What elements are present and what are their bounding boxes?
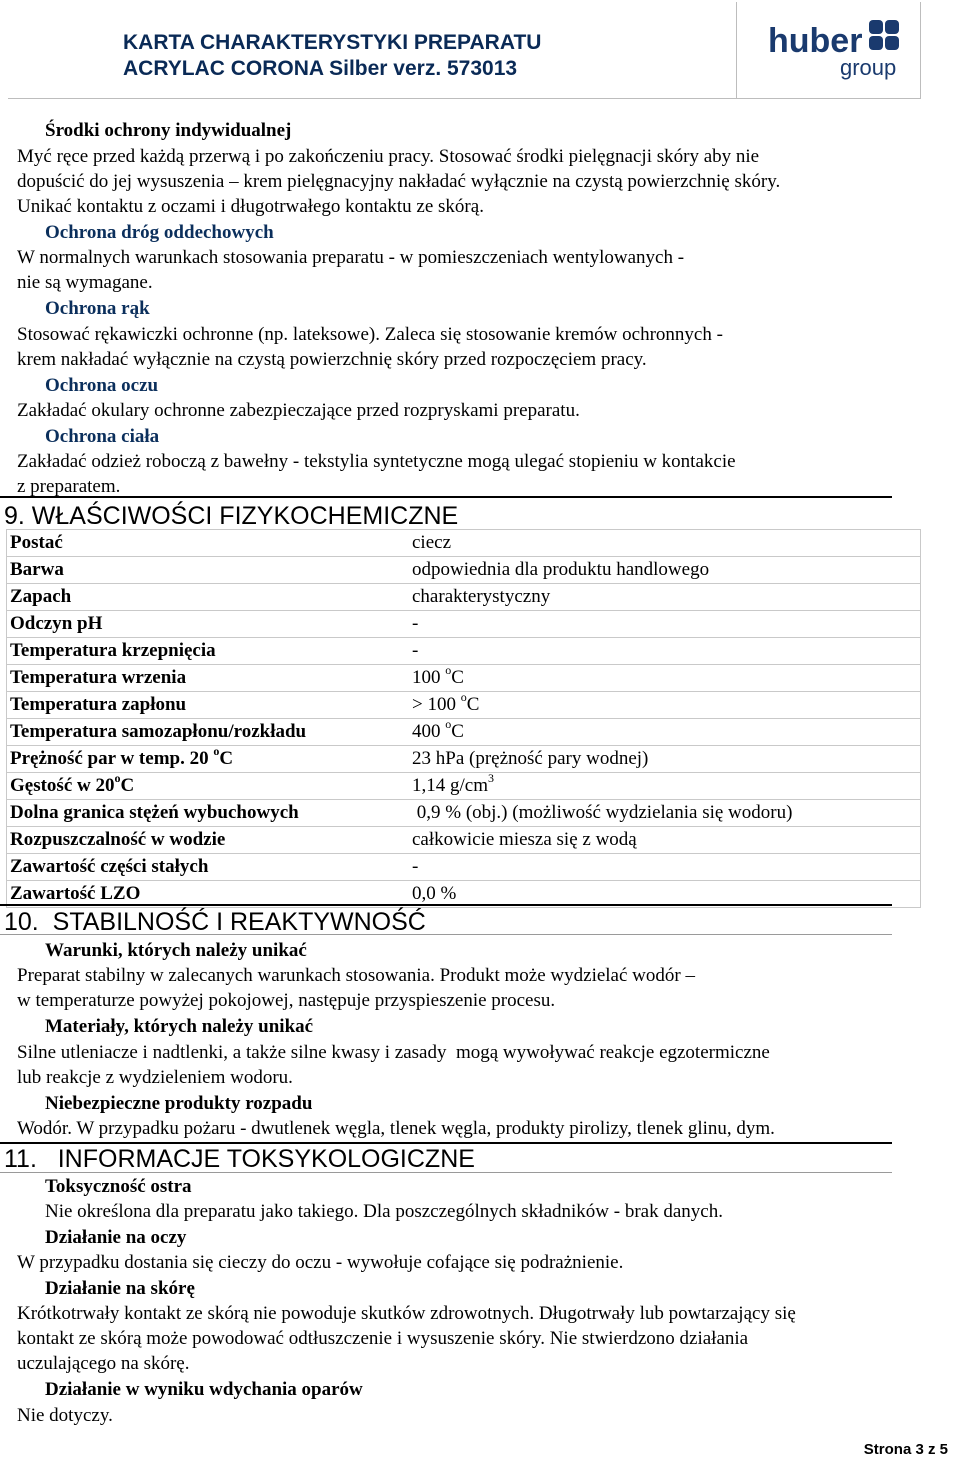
prop-value: [402, 665, 921, 692]
prop-key: Barwa: [7, 557, 403, 584]
prop-key: Zapach: [7, 584, 403, 611]
table-row: [7, 530, 921, 557]
prop-key: Temperatura wrzenia: [7, 665, 403, 692]
prop-value: 0,9 % (obj.) (możliwość wydzielania się wodoru): [402, 800, 921, 827]
prop-value: [402, 773, 921, 800]
key-text: Prężność par w temp. 20: [10, 748, 214, 769]
header-title-box: [8, 2, 737, 99]
section-11-title-text: 11. INFORMACJE TOKSYKOLOGICZNE: [4, 1145, 475, 1173]
prop-key: Temperatura krzepnięcia: [7, 638, 403, 665]
skin-effects-line-2: kontakt ze skórą może powodować odtłuszczenie i wysuszenie skóry. Nie stwierdzono działania: [17, 1328, 749, 1349]
prop-value: charakterystyczny: [402, 584, 921, 611]
table-row: [7, 827, 921, 854]
heading-skin-effects: Działanie na skórę: [45, 1278, 195, 1299]
table-row: [7, 557, 921, 584]
heading-eye-effects: Działanie na oczy: [45, 1227, 187, 1248]
degree-sup: o: [445, 717, 452, 731]
document-header: [8, 2, 920, 98]
section-10-title-text: 10. STABILNOŚĆ I REAKTYWNOŚĆ: [4, 908, 426, 936]
unit-text: C: [451, 667, 464, 688]
heading-respiratory: Ochrona dróg oddechowych: [45, 222, 274, 243]
table-row: [7, 611, 921, 638]
logo-graphic: [736, 2, 920, 98]
prop-value: [402, 719, 921, 746]
prop-value: 0,0 %: [402, 881, 921, 908]
materials-line-2: lub reakcje z wydzieleniem wodoru.: [17, 1067, 293, 1088]
eye-effects-line-1: W przypadku dostania się cieczy do oczu - wywołuje cofające się podrażnienie.: [17, 1252, 624, 1273]
protection-line-2: dopuścić do jej wysuszenia – krem pielęgnacyjny nakładać wyłącznie na czystą powierzchnię skóry.: [17, 171, 781, 192]
table-row: [7, 773, 921, 800]
logo-text-main: huber: [768, 22, 863, 60]
unit-text: C: [219, 748, 234, 769]
section-10-title: [0, 904, 892, 935]
prop-value: -: [402, 611, 921, 638]
inhalation-line-1: Nie dotyczy.: [17, 1405, 113, 1426]
table-row: [7, 719, 921, 746]
protection-line-1: Myć ręce przed każdą przerwą i po zakończeniu pracy. Stosować środki pielęgnacji skóry aby nie: [17, 146, 760, 167]
conditions-line-1: Preparat stabilny w zalecanych warunkach stosowania. Produkt może wydzielać wodór –: [17, 965, 695, 986]
table-row: [7, 665, 921, 692]
prop-key: Postać: [7, 530, 403, 557]
prop-value: [402, 692, 921, 719]
prop-key: [7, 773, 403, 800]
hands-line-1: Stosować rękawiczki ochronne (np. lateksowe). Zaleca się stosowanie kremów ochronnych -: [17, 324, 723, 345]
page-number: Strona 3 z 5: [863, 1441, 948, 1458]
value-text: 400: [412, 721, 446, 742]
prop-key: Zawartość części stałych: [7, 854, 403, 881]
eyes-line-1: Zakładać okulary ochronne zabezpieczające przed rozpryskami preparatu.: [17, 400, 580, 421]
table-row: [7, 746, 921, 773]
prop-key: Temperatura samozapłonu/rozkładu: [7, 719, 403, 746]
body-line-1: Zakładać odzież roboczą z bawełny - tekstylia syntetyczne mogą ulegać stopieniu w kontakcie: [17, 451, 736, 472]
prop-value: 23 hPa (prężność pary wodnej): [402, 746, 921, 773]
prop-value: -: [402, 854, 921, 881]
unit-text: C: [451, 721, 464, 742]
degree-sup: o: [445, 663, 452, 677]
prop-key: Temperatura zapłonu: [7, 692, 403, 719]
heading-personal-protection: Środki ochrony indywidualnej: [45, 120, 292, 141]
table-row: [7, 800, 921, 827]
heading-inhalation: Działanie w wyniku wdychania oparów: [45, 1379, 363, 1400]
section-9-title-text: 9. WŁAŚCIWOŚCI FIZYKOCHEMICZNE: [4, 502, 459, 530]
value-text: 100: [412, 667, 446, 688]
document-title: KARTA CHARAKTERYSTYKI PREPARATU: [123, 31, 542, 54]
prop-key: Zawartość LZO: [7, 881, 403, 908]
table-row: [7, 692, 921, 719]
heading-materials-to-avoid: Materiały, których należy unikać: [45, 1016, 314, 1037]
prop-key: Odczyn pH: [7, 611, 403, 638]
protection-line-3: Unikać kontaktu z oczami i długotrwałego kontaktu ze skórą.: [17, 196, 484, 217]
heading-hands: Ochrona rąk: [45, 298, 150, 319]
key-text: Gęstość w 20: [10, 775, 115, 796]
degree-sup: o: [114, 771, 121, 785]
heading-conditions-to-avoid: Warunki, których należy unikać: [45, 940, 307, 961]
table-row: [7, 854, 921, 881]
prop-key: [7, 746, 403, 773]
materials-line-1: Silne utleniacze i nadtlenki, a także silne kwasy i zasady mogą wywoływać reakcje egzotermiczne: [17, 1042, 770, 1063]
unit-text: C: [466, 694, 480, 715]
heading-acute-toxicity: Toksyczność ostra: [45, 1176, 192, 1197]
table-row: [7, 638, 921, 665]
heading-decomposition-products: Niebezpieczne produkty rozpadu: [45, 1093, 313, 1114]
skin-effects-line-1: Krótkotrwały kontakt ze skórą nie powoduje skutków zdrowotnych. Długotrwały lub powtarzający się: [17, 1303, 796, 1324]
logo-text-sub: group: [840, 55, 897, 80]
prop-key: Dolna granica stężeń wybuchowych: [7, 800, 403, 827]
acute-line-1: Nie określona dla preparatu jako takiego. Dla poszczególnych składników - brak danych.: [45, 1201, 723, 1222]
prop-value: -: [402, 638, 921, 665]
respiratory-line-1: W normalnych warunkach stosowania preparatu - w pomieszczeniach wentylowanych -: [17, 247, 685, 268]
prop-value: odpowiednia dla produktu handlowego: [402, 557, 921, 584]
heading-eyes: Ochrona oczu: [45, 375, 159, 396]
section-11-title: [0, 1142, 892, 1173]
unit-text: C: [120, 775, 135, 796]
hands-line-2: krem nakładać wyłącznie na czystą powierzchnię skóry przed rozpoczęciem pracy.: [17, 349, 647, 370]
properties-table: [6, 529, 921, 908]
decomposition-line-1: Wodór. W przypadku pożaru - dwutlenek węgla, tlenek węgla, produkty pirolizy, tlenek glinu, dym.: [17, 1118, 775, 1139]
value-text: > 100: [412, 694, 461, 715]
conditions-line-2: w temperaturze powyżej pokojowej, następuje przyspieszenie procesu.: [17, 990, 556, 1011]
prop-value: ciecz: [402, 530, 921, 557]
section-9-title: [0, 496, 892, 530]
body-line-2: z preparatem.: [17, 476, 121, 497]
skin-effects-line-3: uczulającego na skórę.: [17, 1353, 190, 1374]
logo-squares-icon: [869, 20, 899, 50]
prop-value: całkowicie miesza się z wodą: [402, 827, 921, 854]
prop-key: Rozpuszczalność w wodzie: [7, 827, 403, 854]
degree-sup: o: [213, 744, 220, 758]
value-text: 1,14 g/cm: [412, 775, 488, 796]
respiratory-line-2: nie są wymagane.: [17, 272, 153, 293]
table-row: [7, 584, 921, 611]
degree-sup: o: [460, 690, 467, 704]
product-name: ACRYLAC CORONA Silber verz. 573013: [123, 57, 518, 80]
cube-sup: 3: [488, 771, 494, 785]
huber-group-logo: [736, 2, 921, 99]
heading-body: Ochrona ciała: [45, 426, 160, 447]
